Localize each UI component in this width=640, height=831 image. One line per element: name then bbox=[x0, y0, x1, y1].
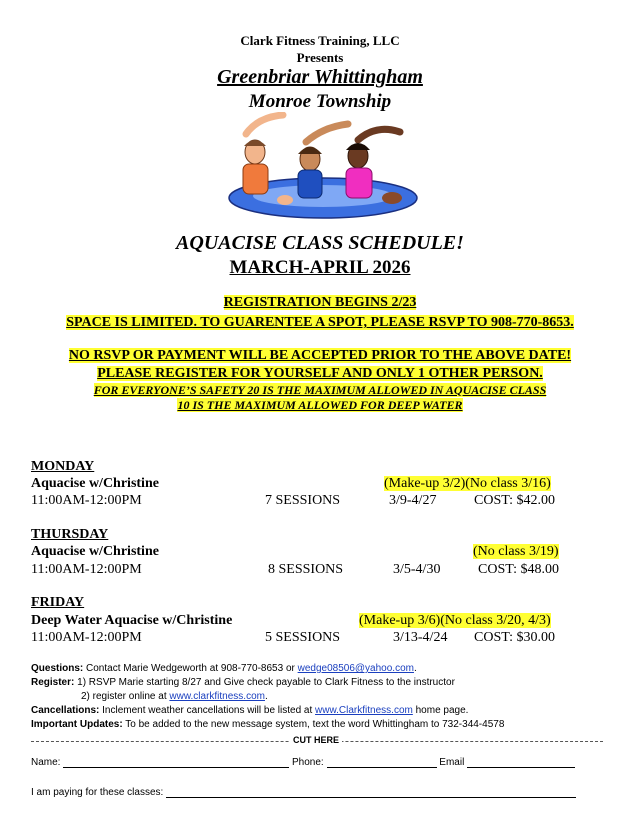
safety-notice-1: FOR EVERYONE’S SAFETY 20 IS THE MAXIMUM ALLOWED IN AQUACISE CLASS bbox=[93, 383, 547, 397]
name-row bbox=[31, 757, 575, 768]
questions-email-link[interactable]: wedge08506@yahoo.com bbox=[297, 663, 414, 674]
schedule-title: AQUACISE CLASS SCHEDULE! bbox=[176, 232, 464, 254]
safety-notice-2: 10 IS THE MAXIMUM ALLOWED FOR DEEP WATER bbox=[177, 398, 463, 412]
location-line-2: Monroe Township bbox=[248, 91, 392, 112]
class-sessions: 8 SESSIONS bbox=[268, 562, 344, 577]
class-cost: COST: $30.00 bbox=[474, 630, 555, 645]
register-line-2 bbox=[81, 691, 268, 702]
cancellations-line bbox=[31, 705, 468, 716]
cancellations-end: home page. bbox=[415, 705, 469, 716]
email-label: Email bbox=[439, 757, 465, 768]
register-end: . bbox=[264, 691, 268, 702]
class-time: 11:00AM-12:00PM bbox=[31, 493, 142, 508]
registration-notice: REGISTRATION BEGINS 2/23 bbox=[223, 295, 417, 310]
no-rsvp-notice: NO RSVP OR PAYMENT WILL BE ACCEPTED PRIOR TO THE ABOVE DATE! bbox=[68, 348, 572, 363]
class-time: 11:00AM-12:00PM bbox=[31, 630, 142, 645]
class-note: (No class 3/19) bbox=[473, 544, 559, 559]
register-label: Register: bbox=[31, 677, 75, 688]
class-date-range: 3/13-4/24 bbox=[393, 630, 448, 645]
cut-here-label: CUT HERE bbox=[290, 735, 342, 745]
location-line-1: Greenbriar Whittingham bbox=[217, 66, 423, 88]
questions-end: . bbox=[413, 663, 417, 674]
register-online-link[interactable]: www.clarkfitness.com bbox=[169, 691, 265, 702]
cancellations-text: Inclement weather cancellations will be listed at bbox=[102, 705, 313, 716]
class-day: THURSDAY bbox=[31, 527, 109, 542]
register-line-1 bbox=[31, 677, 455, 688]
class-date-range: 3/9-4/27 bbox=[389, 493, 437, 508]
cancellations-link[interactable]: www.Clarkfitness.com bbox=[315, 705, 413, 716]
class-date-range: 3/5-4/30 bbox=[393, 562, 441, 577]
class-cost: COST: $42.00 bbox=[474, 493, 555, 508]
register-text-1: 1) RSVP Marie starting 8/27 and Give check payable to Clark Fitness to the instructor bbox=[77, 677, 455, 688]
presents-text: Presents bbox=[296, 50, 344, 65]
paying-field[interactable] bbox=[166, 787, 576, 798]
class-note: (Make-up 3/2)(No class 3/16) bbox=[384, 476, 551, 491]
questions-text: Contact Marie Wedgeworth at 908-770-8653 or bbox=[86, 663, 295, 674]
cancellations-label: Cancellations: bbox=[31, 705, 100, 716]
class-day: FRIDAY bbox=[31, 595, 85, 610]
email-field[interactable] bbox=[467, 757, 575, 768]
company-name: Clark Fitness Training, LLC bbox=[240, 33, 400, 48]
paying-row bbox=[31, 787, 576, 798]
class-day: MONDAY bbox=[31, 459, 95, 474]
updates-line bbox=[31, 719, 504, 730]
register-self-notice: PLEASE REGISTER FOR YOURSELF AND ONLY 1 OTHER PERSON. bbox=[97, 366, 543, 381]
name-field[interactable] bbox=[63, 757, 289, 768]
swimmers-illustration bbox=[228, 112, 418, 222]
phone-label: Phone: bbox=[292, 757, 324, 768]
class-sessions: 7 SESSIONS bbox=[265, 493, 341, 508]
questions-label: Questions: bbox=[31, 663, 84, 674]
class-name: Deep Water Aquacise w/Christine bbox=[31, 613, 233, 628]
class-name: Aquacise w/Christine bbox=[31, 476, 159, 491]
class-note: (Make-up 3/6)(No class 3/20, 4/3) bbox=[359, 613, 551, 628]
register-text-2: 2) register online at bbox=[81, 691, 167, 702]
schedule-dates: MARCH-APRIL 2026 bbox=[229, 257, 411, 278]
name-label: Name: bbox=[31, 757, 61, 768]
updates-text: To be added to the new message system, text the word Whittingham to 732-344-4578 bbox=[125, 719, 505, 730]
class-name: Aquacise w/Christine bbox=[31, 544, 159, 559]
questions-line bbox=[31, 663, 417, 674]
phone-field[interactable] bbox=[327, 757, 437, 768]
class-time: 11:00AM-12:00PM bbox=[31, 562, 142, 577]
updates-label: Important Updates: bbox=[31, 719, 123, 730]
paying-label: I am paying for these classes: bbox=[31, 787, 164, 798]
class-sessions: 5 SESSIONS bbox=[265, 630, 341, 645]
space-notice: SPACE IS LIMITED. TO GUARENTEE A SPOT, PLEASE RSVP TO 908-770-8653. bbox=[66, 315, 574, 330]
class-cost: COST: $48.00 bbox=[478, 562, 559, 577]
